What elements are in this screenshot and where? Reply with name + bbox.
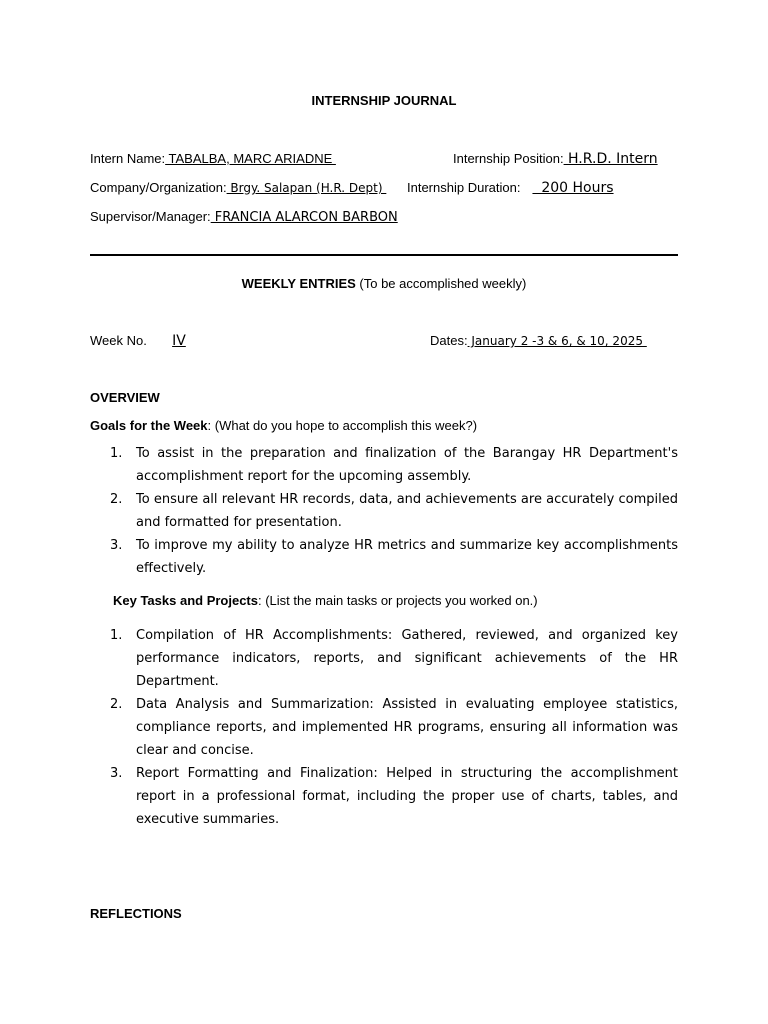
intern-name-row bbox=[90, 151, 336, 166]
company-value: Brgy. Salapan (H.R. Dept) bbox=[226, 181, 387, 195]
reflections-heading: REFLECTIONS bbox=[90, 906, 182, 921]
list-item: 3. To improve my ability to analyze HR metrics and summarize key accomplishments effectively. bbox=[110, 538, 678, 576]
tasks-note: : (List the main tasks or projects you worked on.) bbox=[258, 593, 538, 608]
internship-duration-row bbox=[407, 180, 614, 196]
list-item: 1. To assist in the preparation and finalization of the Barangay HR Department's accomplishment report for the upcoming assembly. bbox=[110, 446, 678, 484]
internship-duration-label: Internship Duration: bbox=[407, 180, 521, 195]
week-number-row bbox=[90, 333, 220, 349]
goals-title: Goals for the Week bbox=[90, 418, 208, 433]
internship-position-label: Internship Position: bbox=[453, 151, 564, 166]
dates-label: Dates: bbox=[430, 333, 468, 348]
dates-value: January 2 -3 & 6, & 10, 2025 bbox=[467, 334, 647, 348]
overview-heading: OVERVIEW bbox=[90, 390, 160, 405]
internship-duration-value: 200 Hours bbox=[532, 180, 614, 196]
goals-heading bbox=[90, 418, 477, 433]
intern-name-value: TABALBA, MARC ARIADNE bbox=[165, 151, 336, 166]
week-number-label: Week No. bbox=[90, 333, 147, 348]
list-item: 2. To ensure all relevant HR records, data, and achievements are accurately compiled and formatted for presentation. bbox=[110, 492, 678, 530]
list-item: 1. Compilation of HR Accomplishments: Gathered, reviewed, and organized key performance indicators, reports, and significant achievements of the HR Department. bbox=[110, 628, 678, 689]
list-item: 2. Data Analysis and Summarization: Assisted in evaluating employee statistics, compliance reports, and implemented HR programs, ensuring all information was clear and concise. bbox=[110, 697, 678, 758]
tasks-list bbox=[110, 624, 678, 831]
document-title: INTERNSHIP JOURNAL bbox=[311, 93, 457, 108]
weekly-entries-note: (To be accomplished weekly) bbox=[355, 276, 527, 291]
supervisor-label: Supervisor/Manager: bbox=[90, 209, 211, 224]
goals-list bbox=[110, 442, 678, 580]
internship-position-value: H.R.D. Intern bbox=[563, 151, 658, 167]
goals-note: : (What do you hope to accomplish this week?) bbox=[207, 418, 478, 433]
dates-row bbox=[430, 333, 647, 349]
internship-position-row bbox=[453, 151, 658, 167]
list-item: 3. Report Formatting and Finalization: Helped in structuring the accomplishment report in a professional format, including the proper use of charts, tables, and executive summaries. bbox=[110, 766, 678, 827]
weekly-entries-heading bbox=[0, 276, 768, 291]
tasks-heading bbox=[113, 593, 538, 608]
company-label: Company/Organization: bbox=[90, 180, 227, 195]
company-row bbox=[90, 180, 386, 196]
intern-name-label: Intern Name: bbox=[90, 151, 166, 166]
week-number-value: IV bbox=[172, 333, 186, 349]
supervisor-row bbox=[90, 209, 398, 225]
section-divider bbox=[90, 254, 678, 256]
tasks-title: Key Tasks and Projects bbox=[113, 593, 258, 608]
weekly-entries-title: WEEKLY ENTRIES bbox=[241, 276, 356, 291]
supervisor-value: FRANCIA ALARCON BARBON bbox=[210, 210, 398, 225]
